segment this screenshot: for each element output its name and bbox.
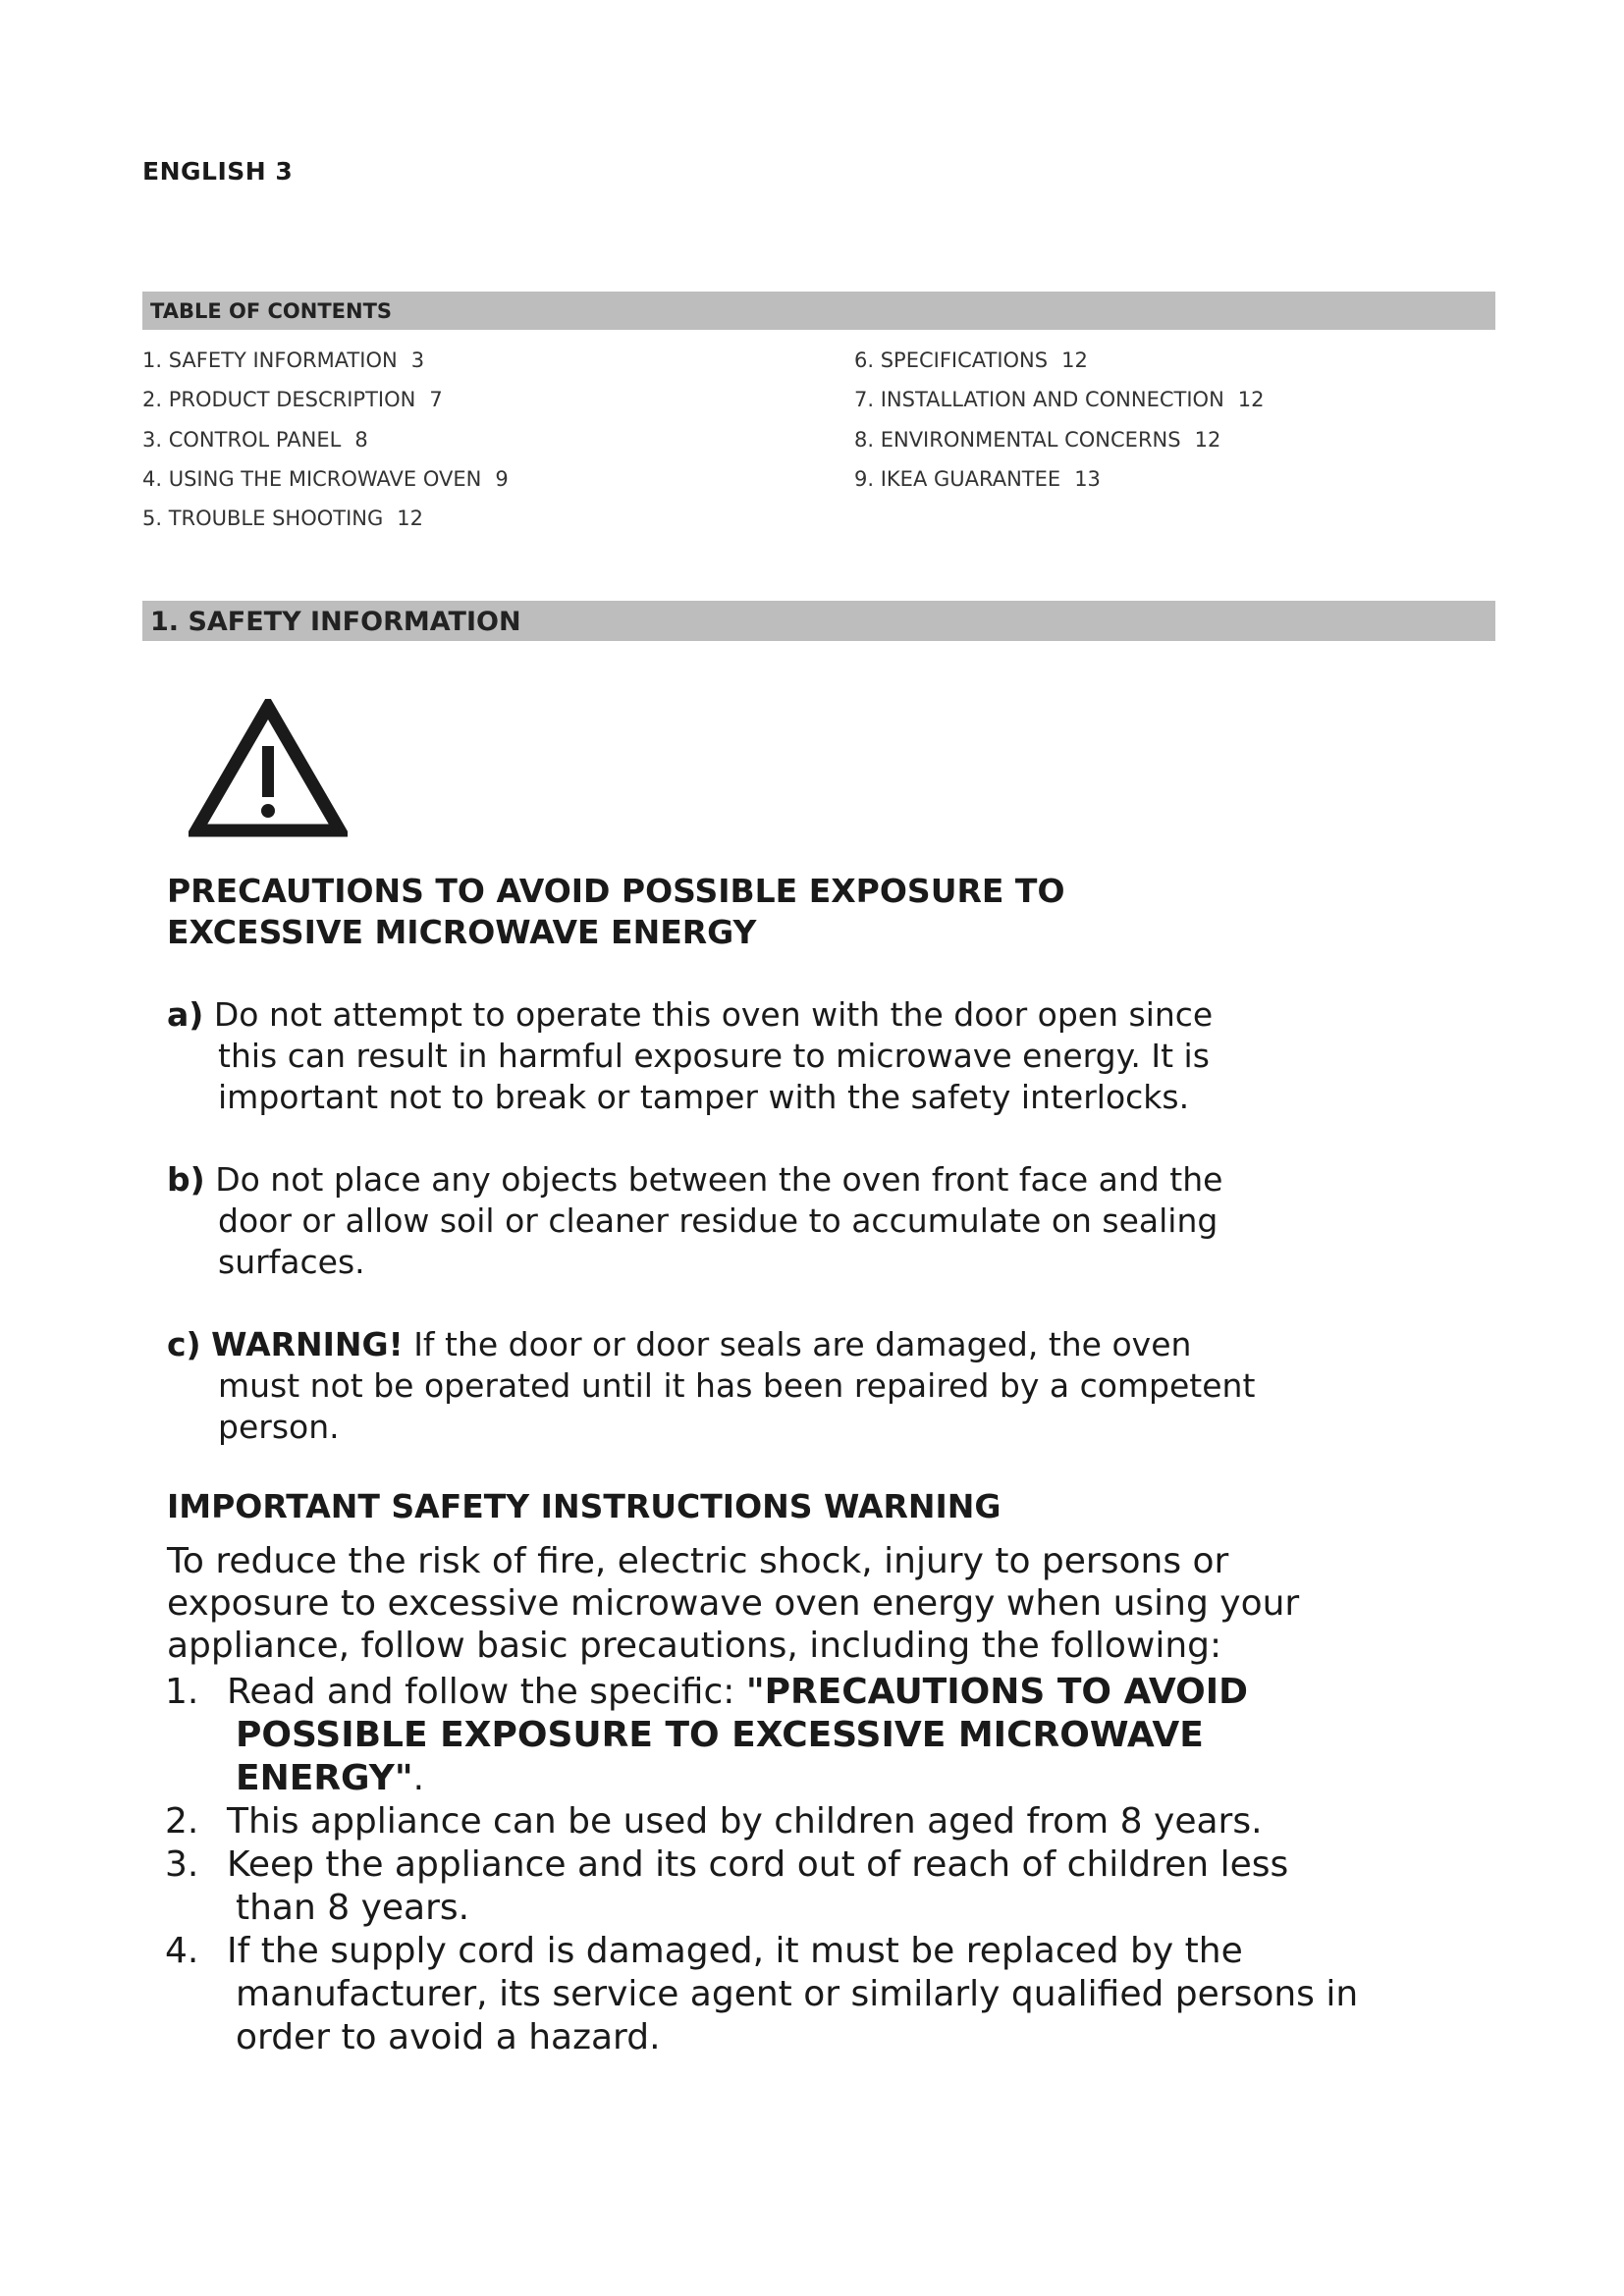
toc-item[interactable]: 1. SAFETY INFORMATION 3	[142, 348, 425, 372]
important-safety-heading: IMPORTANT SAFETY INSTRUCTIONS WARNING	[167, 1487, 1001, 1525]
toc-item[interactable]: 9. IKEA GUARANTEE 13	[854, 467, 1101, 491]
toc-item[interactable]: 5. TROUBLE SHOOTING 12	[142, 507, 423, 530]
warning-triangle-icon	[189, 699, 348, 838]
list-item: 4. If the supply cord is damaged, it must be replaced by the manufacturer, its service agent or similarly qualified persons in order to avoid a hazard.	[165, 1931, 1359, 2057]
precaution-item-b: b) Do not place any objects between the oven front face and the door or allow soil or cleaner residue to accumulate on sealing surfaces.	[167, 1160, 1223, 1281]
precautions-heading: PRECAUTIONS TO AVOID POSSIBLE EXPOSURE TO EXCESSIVE MICROWAVE ENERGY	[167, 872, 1065, 951]
list-item: 3. Keep the appliance and its cord out of reach of children less than 8 years.	[165, 1844, 1289, 1928]
precaution-item-a: a) Do not attempt to operate this oven with the door open since this can result in harmful exposure to microwave energy. It is important not to break or tamper with the safety interlocks.	[167, 995, 1214, 1116]
toc-item[interactable]: 7. INSTALLATION AND CONNECTION 12	[854, 388, 1265, 411]
precaution-item-c: c) WARNING! If the door or door seals are damaged, the oven must not be operated until it has been repaired by a competent person.	[167, 1325, 1256, 1446]
toc-title: TABLE OF CONTENTS	[142, 292, 1495, 330]
page-header: ENGLISH 3	[142, 157, 294, 186]
toc-item[interactable]: 8. ENVIRONMENTAL CONCERNS 12	[854, 428, 1221, 452]
list-item: 1. Read and follow the specific: "PRECAUTIONS TO AVOID POSSIBLE EXPOSURE TO EXCESSIVE MICROWAVE ENERGY".	[165, 1672, 1249, 1798]
toc-item[interactable]: 6. SPECIFICATIONS 12	[854, 348, 1088, 372]
list-item: 2. This appliance can be used by children aged from 8 years.	[165, 1801, 1263, 1842]
toc-item[interactable]: 4. USING THE MICROWAVE OVEN 9	[142, 467, 509, 491]
safety-intro: To reduce the risk of fire, electric shock, injury to persons or exposure to excessive microwave oven energy when using your appliance, follow basic precautions, including the following:	[167, 1541, 1300, 1666]
toc-item[interactable]: 2. PRODUCT DESCRIPTION 7	[142, 388, 443, 411]
section-title-safety: 1. SAFETY INFORMATION	[142, 601, 1495, 641]
safety-instruction-list	[165, 1671, 1441, 2059]
toc-item[interactable]: 3. CONTROL PANEL 8	[142, 428, 368, 452]
